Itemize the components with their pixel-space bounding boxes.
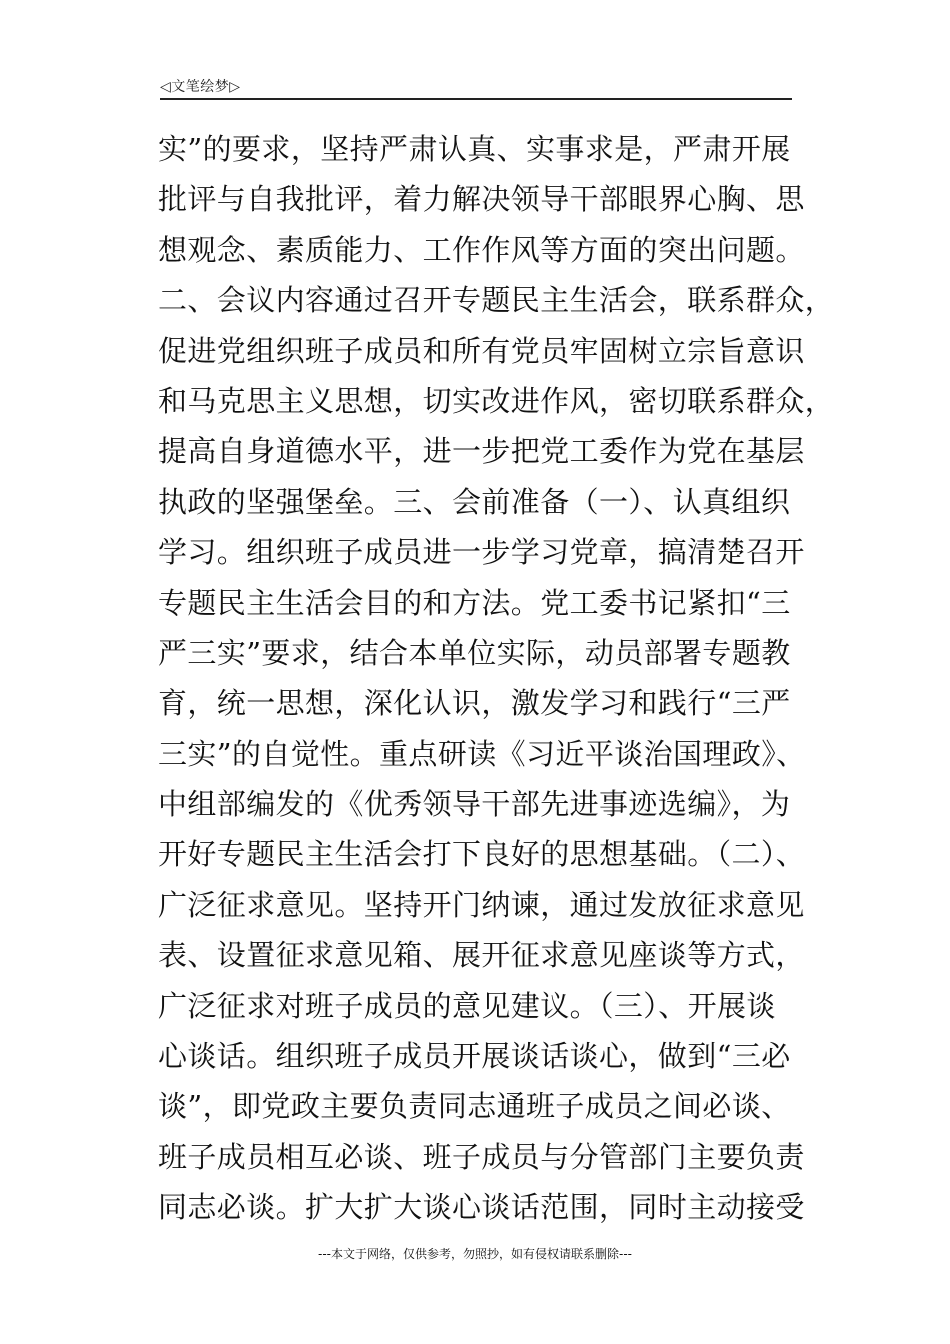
body-line: 批评与自我批评，着力解决领导干部眼界心胸、思	[158, 182, 805, 217]
body-line: 促进党组织班子成员和所有党员牢固树立宗旨意识	[158, 333, 805, 368]
body-line: 中组部编发的《优秀领导干部先进事迹选编》，为	[158, 787, 791, 822]
body-line: 实”的要求，坚持严肃认真、实事求是，严肃开展	[158, 132, 791, 166]
body-line: 三实”的自觉性。重点研读《习近平谈治国理政》、	[158, 736, 806, 771]
body-line: 心谈话。组织班子成员开展谈话谈心，做到“三必	[158, 1039, 791, 1074]
header-title: ◁文笔绘梦▷	[160, 79, 241, 95]
body-line: 谈”，即党政主要负责同志通班子成员之间必谈、	[158, 1089, 791, 1124]
body-line: 执政的坚强堡垒。三、会前准备（一）、认真组织	[158, 484, 791, 519]
body-line: 广泛征求对班子成员的意见建议。（三）、开展谈	[158, 988, 776, 1023]
body-line: 表、设置征求意见箱、展开征求意见座谈等方式，	[158, 938, 805, 973]
body-line: 想观念、素质能力、工作作风等方面的突出问题。	[158, 232, 805, 267]
body-line: 和马克思主义思想，切实改进作风，密切联系群众，	[158, 383, 835, 418]
body-line: 广泛征求意见。坚持开门纳谏，通过发放征求意见	[158, 887, 805, 922]
body-line: 严三实”要求，结合本单位实际，动员部署专题教	[158, 635, 791, 670]
body-line: 班子成员相互必谈、班子成员与分管部门主要负责	[158, 1139, 805, 1174]
page-footer-disclaimer: ---本文于网络，仅供参考，勿照抄，如有侵权请联系删除---	[318, 1247, 632, 1261]
document-body	[158, 124, 835, 1233]
body-line: 学习。组织班子成员进一步学习党章，搞清楚召开	[158, 535, 805, 570]
body-line: 开好专题民主生活会打下良好的思想基础。（二）、	[158, 837, 806, 872]
body-line: 育，统一思想，深化认识，激发学习和践行“三严	[158, 686, 791, 721]
page-header	[160, 74, 792, 100]
body-line: 专题民主生活会目的和方法。党工委书记紧扣“三	[158, 585, 791, 620]
body-line: 二、会议内容通过召开专题民主生活会，联系群众，	[158, 283, 835, 318]
body-line: 提高自身道德水平，进一步把党工委作为党在基层	[158, 434, 805, 469]
body-line: 同志必谈。扩大扩大谈心谈话范围，同时主动接受	[158, 1190, 805, 1225]
